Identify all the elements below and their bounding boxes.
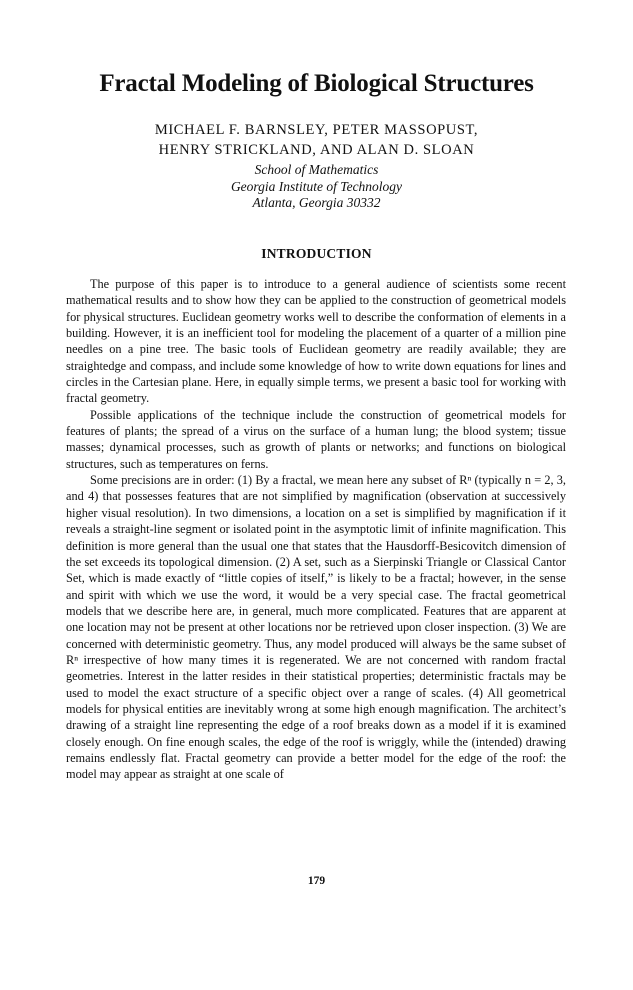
paragraph-3: Some precisions are in order: (1) By a fractal, we mean here any subset of Rⁿ (typically n = 2, 3, and 4) that possesses features that are not simplified by magnification (observation at successively higher visual resolution). In two dimensions, a location on a set is simplified by magnification if it reveals a straight-line segment or isolated point in the asymptotic limit of infinite magnification. This definition is more general than the usual one that states that the Hausdorff-Besicovitch dimension of the set exceeds its topological dimension. (2) A set, such as a Sierpinski Triangle or Classical Cantor Set, which is made exactly of “little copies of itself,” is likely to be a fractal; however, in the sense and spirit with which we use the word, it would be a very special case. The fractal geometrical models that we describe here are, in general, much more complicated. Features that are apparent at one location may not be present at other locations nor be retrieved upon closer inspection. (3) We are concerned with deterministic geometry. Thus, any model produced will always be the same subset of Rⁿ irrespective of how many times it is regenerated. We are not concerned with random fractal geometries. Interest in the latter resides in their statistical properties; deterministic fractals may be used to model the exact structure of a specific object over a range of scales. (4) All geometrical models for physical entities are inevitably wrong at some high enough magnification. The architect’s drawing of a straight line representing the edge of a roof breaks down as a model if it is examined closely enough. On fine enough scales, the edge of the roof is wriggly, while the (intended) drawing remains endlessly flat. Fractal geometry can provide a better model for the edge of the roof: the model may appear as straight at one scale of [66, 473, 566, 782]
affiliation-institute: Georgia Institute of Technology [230, 178, 403, 194]
author-list [0, 120, 633, 160]
author-line-2: HENRY STRICKLAND, AND ALAN D. SLOAN [158, 142, 475, 158]
section-heading: INTRODUCTION [261, 246, 372, 261]
paragraph-1: The purpose of this paper is to introduce to a general audience of scientists some recent mathematical results and to show how they can be applied to the construction of geometrical models for physical structures. Euclidean geometry works well to describe the conformation of elements in a building. However, it is an inefficient tool for modeling the placement of a quarter of a million pine needles on a pine tree. The basic tools of Euclidean geometry are readily available; they are straightedge and compass, and include some knowledge of how to write down equations for lines and circles in the Cartesian plane. Here, in equally simple terms, we present a basic tool for working with fractal geometry. [66, 277, 566, 406]
affiliation-school: School of Mathematics [254, 162, 379, 177]
affiliation [0, 162, 633, 212]
author-line-1: MICHAEL F. BARNSLEY, PETER MASSOPUST, [154, 122, 479, 138]
paper-title: Fractal Modeling of Biological Structures [99, 70, 534, 97]
affiliation-address: Atlanta, Georgia 30332 [252, 195, 381, 210]
page-number: 179 [307, 875, 326, 887]
body-text [66, 276, 566, 783]
paragraph-2: Possible applications of the technique include the construction of geometrical models for features of plants; the spread of a virus on the surface of a human lung; the blood system; tissue masses; dynamical processes, such as growth of plants or networks; and functions on biological structures, such as temperatures on ferns. [66, 407, 566, 471]
